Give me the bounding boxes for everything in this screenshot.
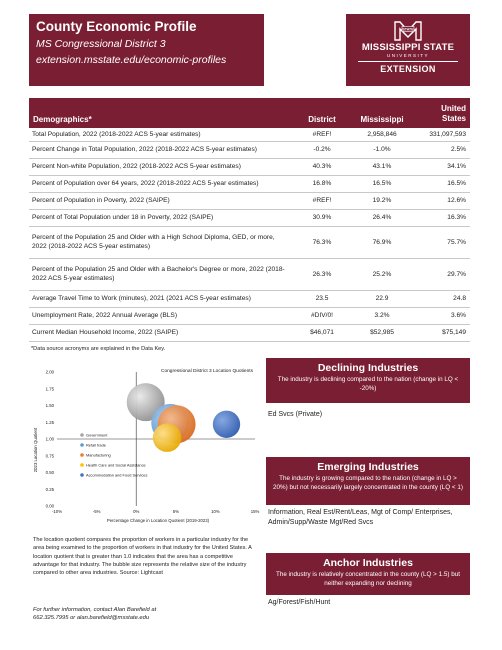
district-value: $46,071 xyxy=(292,324,352,341)
chart-title: Congressional District 3 Location Quotients xyxy=(161,369,253,374)
district-value: 16.8% xyxy=(292,175,352,192)
united-states-value: $75,149 xyxy=(412,324,470,341)
mississippi-value: 43.1% xyxy=(352,158,412,175)
x-tick-label: 10% xyxy=(211,509,220,514)
declining-industries-list: Ed Svcs (Private) xyxy=(268,411,323,418)
district-value: -0.2% xyxy=(292,141,352,158)
table-row xyxy=(29,158,470,175)
mississippi-value: 25.2% xyxy=(352,258,412,290)
table-footnote: *Data source acronyms are explained in the Data Key. xyxy=(31,345,166,352)
mississippi-value: $52,985 xyxy=(352,324,412,341)
y-tick-label: 1.00 xyxy=(45,436,54,442)
table-row xyxy=(29,258,470,290)
row-label: Percent of the Population 25 and Older with a High School Diploma, GED, or more, 2022 (2018-2022 ACS 5-year estimates) xyxy=(29,226,292,258)
anchor-title: Anchor Industries xyxy=(323,557,413,569)
district-value: #REF! xyxy=(292,128,352,141)
row-label: Average Travel Time to Work (minutes), 2021 (2021 ACS 5-year estimates) xyxy=(29,290,292,307)
mississippi-value: 76.9% xyxy=(352,226,412,258)
y-tick-label: 2.00 xyxy=(45,369,54,375)
table-header-row xyxy=(29,98,470,128)
row-label: Percent Non-white Population, 2022 (2018-2022 ACS 5-year estimates) xyxy=(29,158,292,175)
y-tick-label: 0.25 xyxy=(45,486,54,492)
united-states-value: 3.6% xyxy=(412,307,470,324)
united-states-value: 2.5% xyxy=(412,141,470,158)
table-row xyxy=(29,175,470,192)
y-tick-label: 0.50 xyxy=(45,470,54,475)
united-states-value: 34.1% xyxy=(412,158,470,175)
header-district: District xyxy=(292,98,352,128)
location-quotient-chart xyxy=(29,360,261,528)
district-value: 40.3% xyxy=(292,158,352,175)
header-mississippi: Mississippi xyxy=(352,98,412,128)
row-label: Percent of Population in Poverty, 2022 (SAIPE) xyxy=(29,192,292,209)
x-tick-label: -10% xyxy=(51,509,63,514)
declining-description: The industry is declining compared to the nation (change in LQ < -20%) xyxy=(277,376,459,392)
district-value: #REF! xyxy=(292,192,352,209)
legend-label: Government xyxy=(86,432,108,438)
x-tick-label: -5% xyxy=(92,509,101,514)
row-label: Current Median Household Income, 2022 (SAIPE) xyxy=(29,324,292,341)
mississippi-value: 3.2% xyxy=(352,307,412,324)
chart-x-label: Percentage Change in Location Quotient (2019-2023) xyxy=(106,518,210,523)
seal-text: STATE xyxy=(402,27,414,32)
legend-marker xyxy=(80,433,84,437)
table-row xyxy=(29,141,470,158)
page-title: County Economic Profile xyxy=(36,19,197,34)
msu-extension-logo xyxy=(346,14,470,86)
united-states-value: 16.5% xyxy=(412,175,470,192)
x-tick-label: 15% xyxy=(250,509,260,514)
mississippi-value: -1.0% xyxy=(352,141,412,158)
demographics-table-section xyxy=(29,98,470,352)
header-demographics: Demographics* xyxy=(29,98,292,128)
mississippi-value: 19.2% xyxy=(352,192,412,209)
mississippi-value: 26.4% xyxy=(352,209,412,226)
contact-info xyxy=(33,606,259,623)
header-banner xyxy=(29,14,264,86)
united-states-value: 75.7% xyxy=(412,226,470,258)
chart-y-label: 2023 Location Quotient xyxy=(33,427,38,473)
district-value: 30.9% xyxy=(292,209,352,226)
district-value: #DIV/0! xyxy=(292,307,352,324)
united-states-value: 16.3% xyxy=(412,209,470,226)
bubble-point xyxy=(213,411,240,438)
legend-marker xyxy=(80,453,84,457)
demographics-table xyxy=(29,98,470,342)
mississippi-value: 16.5% xyxy=(352,175,412,192)
page-url[interactable]: extension.msstate.edu/economic-profiles xyxy=(36,54,227,66)
mississippi-value: 22.9 xyxy=(352,290,412,307)
united-states-value: 24.8 xyxy=(412,290,470,307)
y-tick-label: 1.75 xyxy=(45,386,54,392)
united-states-value: 331,097,593 xyxy=(412,128,470,141)
table-row xyxy=(29,307,470,324)
district-value: 76.3% xyxy=(292,226,352,258)
mississippi-value: 2,958,846 xyxy=(352,128,412,141)
logo-extension-label: EXTENSION xyxy=(380,64,436,74)
y-tick-label: 1.50 xyxy=(45,403,54,408)
bubble-point xyxy=(153,423,182,452)
table-row xyxy=(29,324,470,341)
table-row xyxy=(29,128,470,141)
emerging-industries-panel xyxy=(266,457,470,505)
row-label: Total Population, 2022 (2018-2022 ACS 5-year estimates) xyxy=(29,128,292,141)
legend-label: Manufacturing xyxy=(86,452,111,458)
table-row xyxy=(29,290,470,307)
united-states-value: 12.6% xyxy=(412,192,470,209)
x-tick-label: 5% xyxy=(172,509,179,514)
row-label: Unemployment Rate, 2022 Annual Average (BLS) xyxy=(29,307,292,324)
chart-description: The location quotient compares the proportion of workers in a particular industry for the area being examined to the proportion of workers in that industry for the United States. A location quotient that is greater than 1.0 indicates that the area has a competitive advantage for that industry. The bubble size represents the relative size of the industry compared to other area industries. Source: Lightcast xyxy=(33,537,252,577)
legend-label: Retail trade xyxy=(86,442,106,448)
emerging-title: Emerging Industries xyxy=(317,461,419,473)
row-label: Percent Change in Total Population, 2022 (2018-2022 ACS 5-year estimates) xyxy=(29,141,292,158)
table-row xyxy=(29,226,470,258)
anchor-industries-list: Ag/Forest/Fish/Hunt xyxy=(268,599,331,606)
x-tick-label: 0% xyxy=(133,509,140,514)
contact-details[interactable]: 662.325.7995 or alan.barefield@msstate.edu xyxy=(33,615,150,622)
logo-university-name: MISSISSIPPI STATE xyxy=(361,42,455,53)
contact-line: For further information, contact Alan Barefield at xyxy=(33,607,157,613)
row-label: Percent of Population over 64 years, 2022 (2018-2022 ACS 5-year estimates) xyxy=(29,175,292,192)
declining-title: Declining Industries xyxy=(317,362,419,374)
declining-industries-panel xyxy=(266,358,470,403)
logo-university-label: UNIVERSITY xyxy=(386,53,429,58)
msu-seal-icon xyxy=(393,19,423,41)
anchor-description: The industry is relatively concentrated in the county (LQ > 1.5) but neither expanding nor declining xyxy=(276,571,460,587)
legend-marker xyxy=(80,473,84,477)
chart-svg xyxy=(29,360,261,528)
legend-marker xyxy=(80,443,84,447)
united-states-value: 29.7% xyxy=(412,258,470,290)
district-value: 26.3% xyxy=(292,258,352,290)
header-united-states: United States xyxy=(412,98,470,128)
emerging-description: The industry is growing compared to the nation (change in LQ > 20%) but not necessarily largely concentrated in the county (LQ < 1) xyxy=(273,475,463,491)
legend-marker xyxy=(80,463,84,467)
row-label: Percent of Total Population under 18 in Poverty, 2022 (SAIPE) xyxy=(29,209,292,226)
y-tick-label: 1.25 xyxy=(45,419,54,425)
page-subtitle: MS Congressional District 3 xyxy=(36,38,166,50)
y-tick-label: 0.75 xyxy=(45,453,54,459)
table-row xyxy=(29,192,470,209)
logo-divider xyxy=(358,61,458,62)
emerging-industries-list: Information, Real Est/Rent/Leas, Mgt of Comp/ Enterprises, Admin/Supp/Waste Mgt/Red Svcs xyxy=(268,509,453,526)
legend-label: Health Care and Social Assistance xyxy=(86,462,146,468)
legend-label: Accommodation and Food Services xyxy=(86,472,148,478)
anchor-industries-panel xyxy=(266,553,470,595)
y-tick-label: 0.00 xyxy=(45,503,54,509)
row-label: Percent of the Population 25 and Older with a Bachelor's Degree or more, 2022 (2018-2022 ACS 5-year estimates) xyxy=(29,258,292,290)
table-row xyxy=(29,209,470,226)
district-value: 23.5 xyxy=(292,290,352,307)
